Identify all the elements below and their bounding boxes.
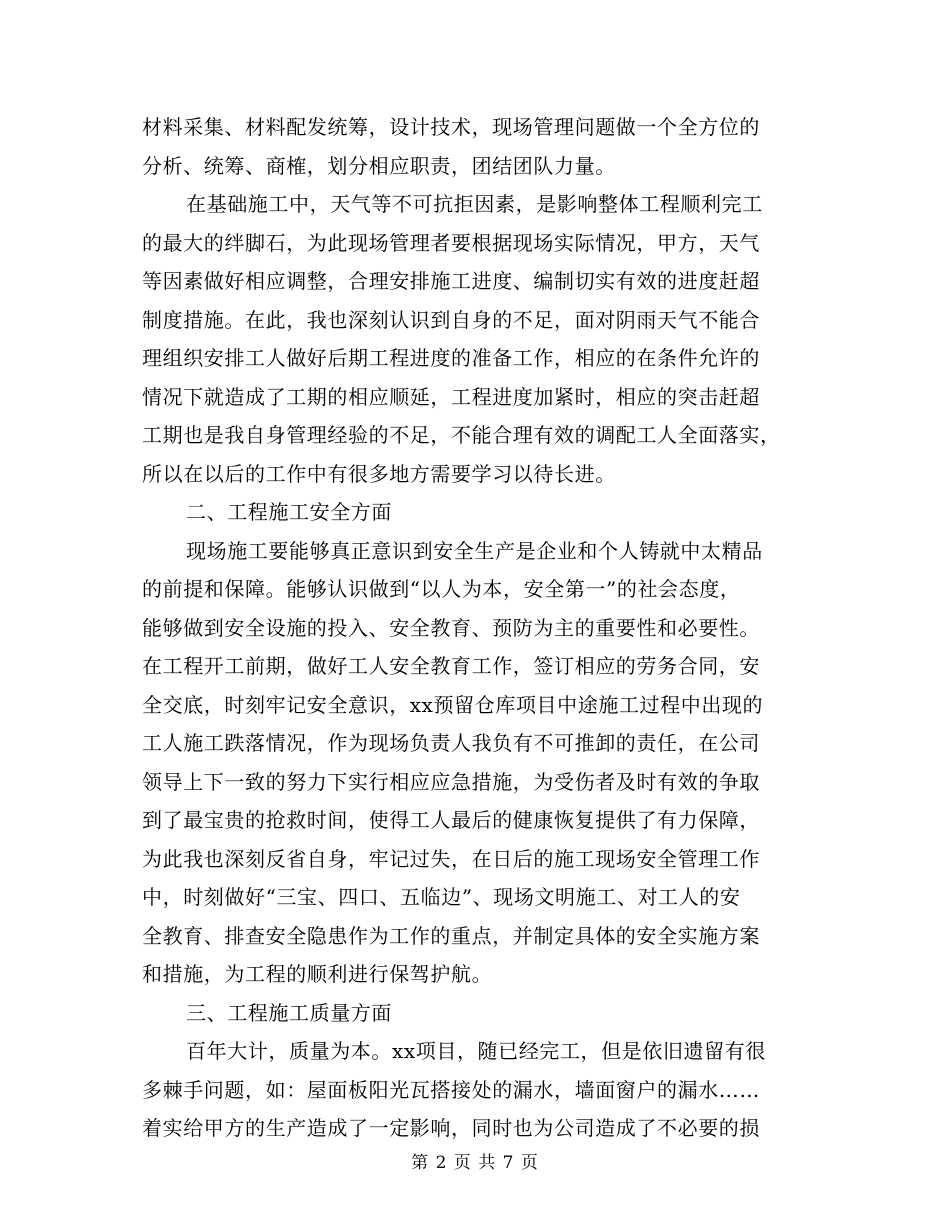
text-line: 三、工程施工质量方面: [186, 1000, 392, 1025]
text-line: 在工程开工前期，做好工人安全教育工作，签订相应的劳务合同，安: [142, 654, 760, 678]
text-line: 能够做到安全设施的投入、安全教育、预防为主的重要性和必要性。: [142, 615, 760, 640]
text-line: 材料采集、材料配发统筹，设计技术，现场管理问题做一个全方位的: [142, 115, 760, 139]
text-line: 全教育、排查安全隐患作为工作的重点，并制定具体的安全实施方案: [142, 923, 760, 948]
text-line: 领导上下一致的努力下实行相应应急措施，为受伤者及时有效的争取: [142, 769, 760, 794]
text-line: 的最大的绊脚石，为此现场管理者要根据现场实际情况，甲方，天气: [142, 230, 760, 255]
text-line: 所以在以后的工作中有很多地方需要学习以待长进。: [142, 461, 616, 486]
text-line: 二、工程施工安全方面: [186, 500, 392, 524]
text-line: 在基础施工中，天气等不可抗拒因素，是影响整体工程顺利完工: [186, 192, 763, 216]
text-line: 为此我也深刻反省自身，牢记过失，在日后的施工现场安全管理工作: [142, 846, 760, 871]
text-line: 的前提和保障。能够认识做到“以人为本，安全第一”的社会态度，: [142, 577, 741, 601]
text-line: 工人施工跌落情况，作为现场负责人我负有不可推卸的责任，在公司: [142, 731, 760, 755]
text-line: 着实给甲方的生产造成了一定影响，同时也为公司造成了不必要的损: [142, 1116, 760, 1140]
text-line: 和措施，为工程的顺利进行保驾护航。: [142, 962, 493, 986]
text-line: 多棘手问题，如：屋面板阳光瓦搭接处的漏水，墙面窗户的漏水……: [142, 1077, 760, 1102]
text-line: 制度措施。在此，我也深刻认识到自身的不足，面对阴雨天气不能合: [142, 307, 760, 332]
text-line: 到了最宝贵的抢救时间，使得工人最后的健康恢复提供了有力保障，: [142, 808, 760, 832]
text-line: 现场施工要能够真正意识到安全生产是企业和个人铸就中太精品: [186, 538, 763, 563]
page-footer: 第 2 页 共 7 页: [411, 1153, 539, 1173]
text-line: 等因素做好相应调整，合理安排施工进度、编制切实有效的进度赶超: [142, 269, 760, 293]
text-line: 情况下就造成了工期的相应顺延，工程进度加紧时，相应的突击赶超: [142, 384, 760, 409]
text-line: 理组织安排工人做好后期工程进度的准备工作，相应的在条件允许的: [142, 346, 760, 370]
text-line: 分析、统筹、商榷，划分相应职责，团结团队力量。: [142, 153, 616, 178]
text-line: 工期也是我自身管理经验的不足，不能合理有效的调配工人全面落实，: [142, 423, 781, 447]
text-line: 中，时刻做好“三宝、四口、五临边”、现场文明施工、对工人的安: [142, 885, 741, 909]
document-body: [142, 108, 812, 1148]
text-line: 全交底，时刻牢记安全意识，xx预留仓库项目中途施工过程中出现的: [142, 692, 764, 717]
text-line: 百年大计，质量为本。xx项目，随已经完工，但是依旧遗留有很: [186, 1039, 766, 1063]
